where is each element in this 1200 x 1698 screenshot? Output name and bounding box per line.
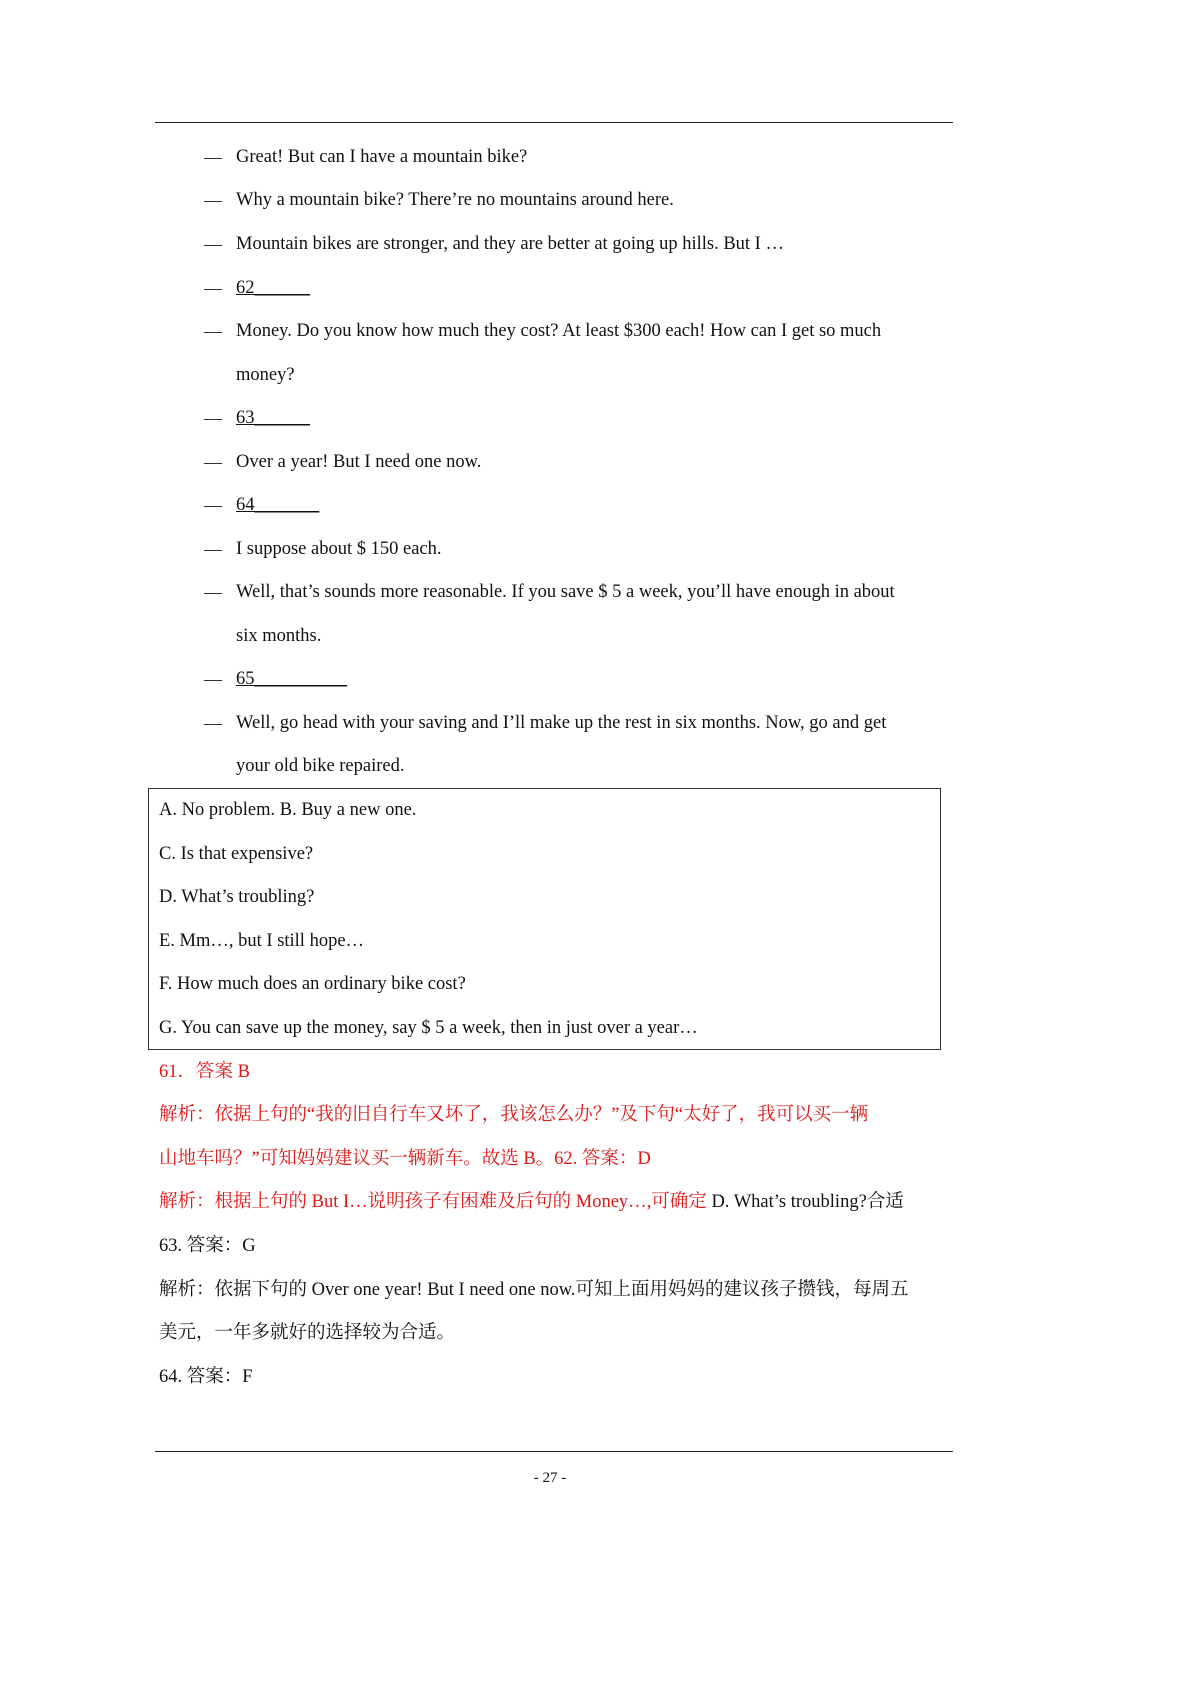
explanation-62-black: D. What’s troubling?合适	[706, 1192, 904, 1212]
dialogue-line: Well, go head with your saving and I’ll make up the rest in six months. Now, go and get	[236, 713, 887, 733]
dialogue-line: I suppose about $ 150 each.	[236, 539, 442, 559]
dialogue-dash: —	[204, 190, 222, 210]
dialogue-dash: —	[204, 321, 222, 341]
dialogue-line: Great! But can I have a mountain bike?	[236, 147, 528, 167]
blank-64: 64_______	[236, 495, 320, 515]
footer-rule	[155, 1451, 953, 1452]
header-rule	[155, 122, 953, 123]
answer-63: 63. 答案：G	[159, 1236, 256, 1256]
explanation-62	[159, 1191, 904, 1213]
options-box	[148, 788, 941, 1050]
dialogue-line: Mountain bikes are stronger, and they are better at going up hills. But I …	[236, 234, 784, 254]
dialogue-line: Well, that’s sounds more reasonable. If you save $ 5 a week, you’ll have enough in about	[236, 582, 895, 602]
explanation-63: 解析：依据下句的 Over one year! But I need one now.可知上面用妈妈的建议孩子攒钱，每周五	[159, 1280, 909, 1300]
dialogue-line: Over a year! But I need one now.	[236, 452, 482, 472]
dialogue-dash: —	[204, 495, 222, 515]
option-f: F. How much does an ordinary bike cost?	[159, 974, 466, 994]
dialogue-dash: —	[204, 713, 222, 733]
dialogue-line-continued: six months.	[236, 626, 322, 646]
blank-63: 63______	[236, 408, 310, 428]
dialogue-dash: —	[204, 408, 222, 428]
dialogue-line: Money. Do you know how much they cost? At least $300 each! How can I get so much	[236, 321, 882, 341]
option-d: D. What’s troubling?	[159, 887, 315, 907]
dialogue-line-continued: money?	[236, 365, 295, 385]
dialogue-dash: —	[204, 539, 222, 559]
dialogue-line-continued: your old bike repaired.	[236, 756, 405, 776]
dialogue-line: Why a mountain bike? There’re no mountains around here.	[236, 190, 674, 210]
option-c: C. Is that expensive?	[159, 844, 314, 864]
option-e: E. Mm…, but I still hope…	[159, 931, 365, 951]
explanation-61-continued: 山地车吗？”可知妈妈建议买一辆新车。故选 B。62. 答案：D	[159, 1149, 651, 1169]
explanation-63-continued: 美元，一年多就好的选择较为合适。	[159, 1323, 456, 1343]
dialogue-dash: —	[204, 234, 222, 254]
dialogue-dash: —	[204, 278, 222, 298]
option-a-b: A. No problem. B. Buy a new one.	[159, 800, 417, 820]
explanation-62-red: 解析：根据上句的 But I…说明孩子有困难及后句的 Money…,可确定	[159, 1192, 707, 1212]
answer-61: 61．答案 B	[159, 1062, 250, 1082]
blank-65: 65__________	[236, 669, 347, 689]
explanation-61: 解析：依据上句的“我的旧自行车又坏了，我该怎么办？”及下句“太好了，我可以买一辆	[159, 1105, 869, 1125]
answer-64: 64. 答案：F	[159, 1367, 253, 1387]
dialogue-dash: —	[204, 147, 222, 167]
dialogue-dash: —	[204, 582, 222, 602]
page-number: - 27 -	[533, 1470, 567, 1486]
blank-62: 62______	[236, 278, 310, 298]
option-g: G. You can save up the money, say $ 5 a week, then in just over a year…	[159, 1018, 698, 1038]
dialogue-dash: —	[204, 452, 222, 472]
dialogue-dash: —	[204, 669, 222, 689]
